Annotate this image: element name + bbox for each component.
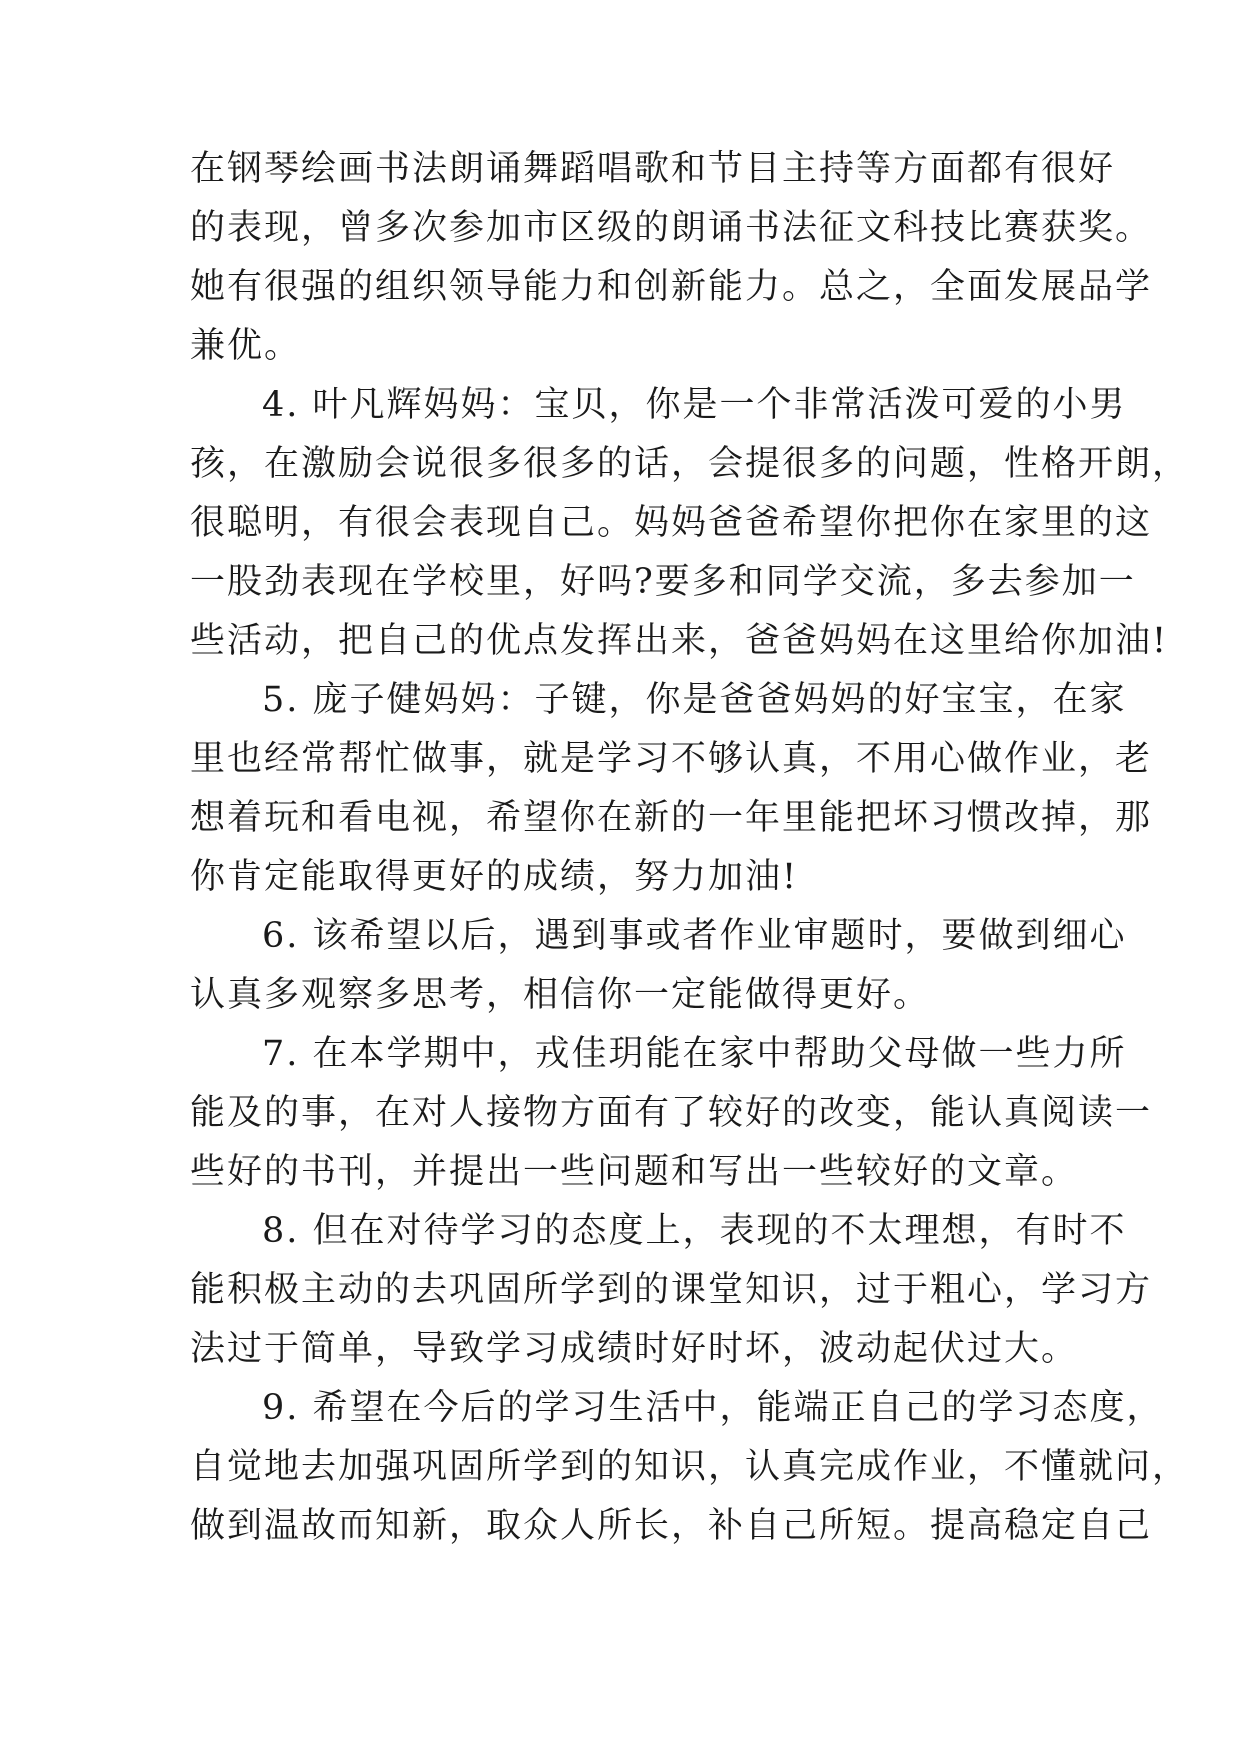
text-line: 些好的书刊，并提出一些问题和写出一些较好的文章。 xyxy=(190,1152,1079,1192)
text-line: 法过于简单，导致学习成绩时好时坏，波动起伏过大。 xyxy=(190,1329,1079,1369)
text-line: 7. 在本学期中，戎佳玥能在家中帮助父母做一些力所 xyxy=(262,1034,1127,1074)
text-line: 9. 希望在今后的学习生活中，能端正自己的学习态度， xyxy=(262,1388,1164,1428)
text-line: 她有很强的组织领导能力和创新能力。总之，全面发展品学 xyxy=(190,267,1153,307)
text-line: 里也经常帮忙做事，就是学习不够认真，不用心做作业，老 xyxy=(190,739,1153,779)
text-line: 自觉地去加强巩固所学到的知识，认真完成作业，不懂就问， xyxy=(190,1447,1190,1487)
text-line: 想着玩和看电视，希望你在新的一年里能把坏习惯改掉，那 xyxy=(190,798,1153,838)
text-line: 能积极主动的去巩固所学到的课堂知识，过于粗心，学习方 xyxy=(190,1270,1153,1310)
text-line: 4. 叶凡辉妈妈：宝贝，你是一个非常活泼可爱的小男 xyxy=(262,385,1127,425)
text-line: 6. 该希望以后，遇到事或者作业审题时，要做到细心 xyxy=(262,916,1127,956)
text-line: 兼优。 xyxy=(190,326,302,366)
text-line: 你肯定能取得更好的成绩，努力加油! xyxy=(190,857,799,897)
text-line: 在钢琴绘画书法朗诵舞蹈唱歌和节目主持等方面都有很好 xyxy=(190,149,1116,189)
text-line: 些活动，把自己的优点发挥出来，爸爸妈妈在这里给你加油! xyxy=(190,621,1169,661)
text-line: 孩，在激励会说很多很多的话，会提很多的问题，性格开朗， xyxy=(190,444,1190,484)
text-line: 做到温故而知新，取众人所长，补自己所短。提高稳定自己 xyxy=(190,1506,1153,1546)
text-line: 很聪明，有很会表现自己。妈妈爸爸希望你把你在家里的这 xyxy=(190,503,1153,543)
text-line: 一股劲表现在学校里，好吗?要多和同学交流，多去参加一 xyxy=(190,562,1136,602)
text-line: 认真多观察多思考，相信你一定能做得更好。 xyxy=(190,975,931,1015)
text-line: 能及的事，在对人接物方面有了较好的改变，能认真阅读一 xyxy=(190,1093,1153,1133)
text-line: 8. 但在对待学习的态度上，表现的不太理想，有时不 xyxy=(262,1211,1127,1251)
text-line: 的表现，曾多次参加市区级的朗诵书法征文科技比赛获奖。 xyxy=(190,208,1153,248)
text-line: 5. 庞子健妈妈：子键，你是爸爸妈妈的好宝宝，在家 xyxy=(262,680,1127,720)
